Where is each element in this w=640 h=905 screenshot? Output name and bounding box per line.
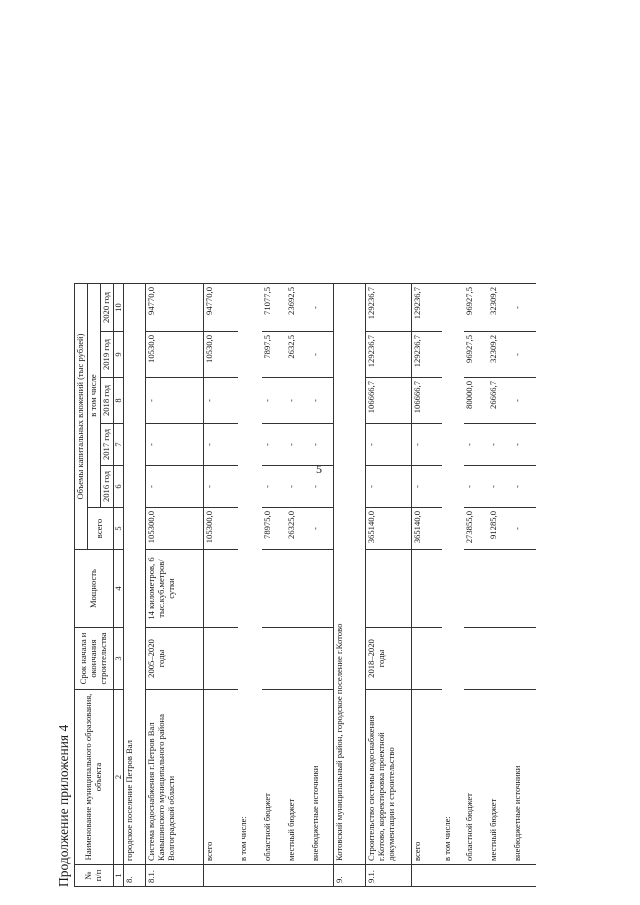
table-row	[442, 284, 464, 887]
cell-value: -	[146, 466, 204, 508]
row-num: 9.	[334, 865, 366, 887]
row-name: областной бюджет	[464, 690, 488, 865]
col-number: 7	[113, 424, 124, 466]
table-row	[412, 284, 442, 887]
row-name: всего	[204, 690, 238, 865]
table-row	[204, 284, 238, 887]
cell-value: 106666,7	[366, 378, 412, 424]
cell-value: -	[464, 466, 488, 508]
header-2019: 2019 год	[100, 332, 113, 378]
cell-value: 10530,0	[146, 332, 204, 378]
col-number: 4	[113, 550, 124, 628]
header-num: № п/п	[75, 865, 114, 887]
cell-value: 32309,2	[488, 284, 512, 332]
cell-value: 96927,5	[464, 284, 488, 332]
row-name: в том числе:	[238, 284, 262, 865]
cell-value: 365140,0	[366, 508, 412, 550]
cell-value: -	[366, 424, 412, 466]
table-row	[286, 284, 310, 887]
cell-value: -	[488, 424, 512, 466]
cell-value: -	[512, 284, 536, 332]
cell-value: -	[310, 466, 334, 508]
col-number: 10	[113, 284, 124, 332]
table-row	[464, 284, 488, 887]
cell-value: 365140,0	[412, 508, 442, 550]
cell-value: -	[204, 424, 238, 466]
capital-investments-table	[74, 283, 536, 887]
cell-value: 106666,7	[412, 378, 442, 424]
cell-value: 129236,7	[366, 332, 412, 378]
cell-value: -	[366, 466, 412, 508]
row-name: в том числе:	[442, 284, 464, 865]
cell-value: 26666,7	[488, 378, 512, 424]
cell-value: 32309,2	[488, 332, 512, 378]
cell-value: -	[146, 378, 204, 424]
cell-value: 7897,5	[262, 332, 286, 378]
row-period: 2005–2020 годы	[146, 628, 204, 690]
col-number: 9	[113, 332, 124, 378]
cell-value: 23692,5	[286, 284, 310, 332]
page-number: 5	[316, 462, 322, 476]
table-row	[488, 284, 512, 887]
row-name: местный бюджет	[488, 690, 512, 865]
row-num: 9.1.	[366, 865, 412, 887]
row-num: 8.1.	[146, 865, 204, 887]
table-row	[366, 284, 412, 887]
cell-value: -	[310, 378, 334, 424]
col-number: 8	[113, 378, 124, 424]
row-period: 2018–2020 годы	[366, 628, 412, 690]
cell-value: 10530,0	[204, 332, 238, 378]
header-2020: 2020 год	[100, 284, 113, 332]
row-name: Котовский муниципальный район, городское поселение г.Котово	[334, 284, 366, 865]
row-name: всего	[412, 690, 442, 865]
cell-value: -	[310, 332, 334, 378]
table-row	[146, 284, 204, 887]
cell-value: -	[286, 466, 310, 508]
row-name: городское поселение Петров Вал	[124, 284, 146, 865]
cell-value: 71077,5	[262, 284, 286, 332]
cell-value: -	[412, 466, 442, 508]
cell-value: -	[512, 466, 536, 508]
cell-value: -	[310, 508, 334, 550]
continuation-title: Продолжение приложения 4	[56, 724, 71, 887]
cell-value: 105300,0	[204, 508, 238, 550]
row-name: областной бюджет	[262, 690, 286, 865]
cell-value: -	[146, 424, 204, 466]
row-capacity: 14 километров, 6 тыс.куб.метров/ сутки	[146, 550, 204, 628]
row-num: 8.	[124, 865, 146, 887]
header-capacity: Мощность	[75, 550, 114, 628]
col-number: 2	[113, 690, 124, 865]
column-number-row	[113, 284, 124, 887]
cell-value: -	[262, 378, 286, 424]
header-volumes: Объемы капитальных вложений (тыс рублей)	[75, 284, 88, 550]
col-number: 5	[113, 508, 124, 550]
cell-value: -	[204, 466, 238, 508]
header-2016: 2016 год	[100, 466, 113, 508]
header-2018: 2018 год	[100, 378, 113, 424]
cell-value: 91285,0	[488, 508, 512, 550]
table-row	[512, 284, 536, 887]
row-name: местный бюджет	[286, 690, 310, 865]
row-name: внебюджетные источники	[512, 690, 536, 865]
cell-value: -	[286, 424, 310, 466]
cell-value: 78975,0	[262, 508, 286, 550]
col-number: 6	[113, 466, 124, 508]
cell-value: -	[464, 424, 488, 466]
col-number: 1	[113, 865, 124, 887]
cell-value: -	[488, 466, 512, 508]
cell-value: 96927,5	[464, 332, 488, 378]
row-name: Система водоснабжения г.Петров Вал Камышинского муниципального района Волгоградской области	[146, 690, 204, 865]
cell-value: -	[512, 378, 536, 424]
table-row	[124, 284, 146, 887]
cell-value: 26325,0	[286, 508, 310, 550]
table-row	[262, 284, 286, 887]
row-name: внебюджетные источники	[310, 690, 334, 865]
row-name: Строительство системы водоснабжения г.Котово, корректировка проектной документации и строительство	[366, 690, 412, 865]
cell-value: -	[286, 378, 310, 424]
header-total: всего	[87, 508, 113, 550]
cell-value: -	[412, 424, 442, 466]
table-row	[238, 284, 262, 887]
cell-value: 105300,0	[146, 508, 204, 550]
cell-value: 80000,0	[464, 378, 488, 424]
col-number: 3	[113, 628, 124, 690]
cell-value: 2632,5	[286, 332, 310, 378]
cell-value: -	[310, 284, 334, 332]
cell-value: -	[204, 378, 238, 424]
header-including: в том числе	[87, 284, 100, 508]
cell-value: 273855,0	[464, 508, 488, 550]
header-name: Наименование муниципального образования, объекта	[75, 690, 114, 865]
header-period: Срок начала и окончания строительства	[75, 628, 114, 690]
table-row	[310, 284, 334, 887]
cell-value: 129236,7	[412, 284, 442, 332]
cell-value: -	[512, 508, 536, 550]
header-2017: 2017 год	[100, 424, 113, 466]
cell-value: -	[262, 424, 286, 466]
cell-value: 94770,0	[204, 284, 238, 332]
cell-value: 129236,7	[366, 284, 412, 332]
cell-value: 94770,0	[146, 284, 204, 332]
cell-value: -	[512, 332, 536, 378]
cell-value: 129236,7	[412, 332, 442, 378]
cell-value: -	[262, 466, 286, 508]
cell-value: -	[512, 424, 536, 466]
cell-value: -	[310, 424, 334, 466]
table-row	[334, 284, 366, 887]
